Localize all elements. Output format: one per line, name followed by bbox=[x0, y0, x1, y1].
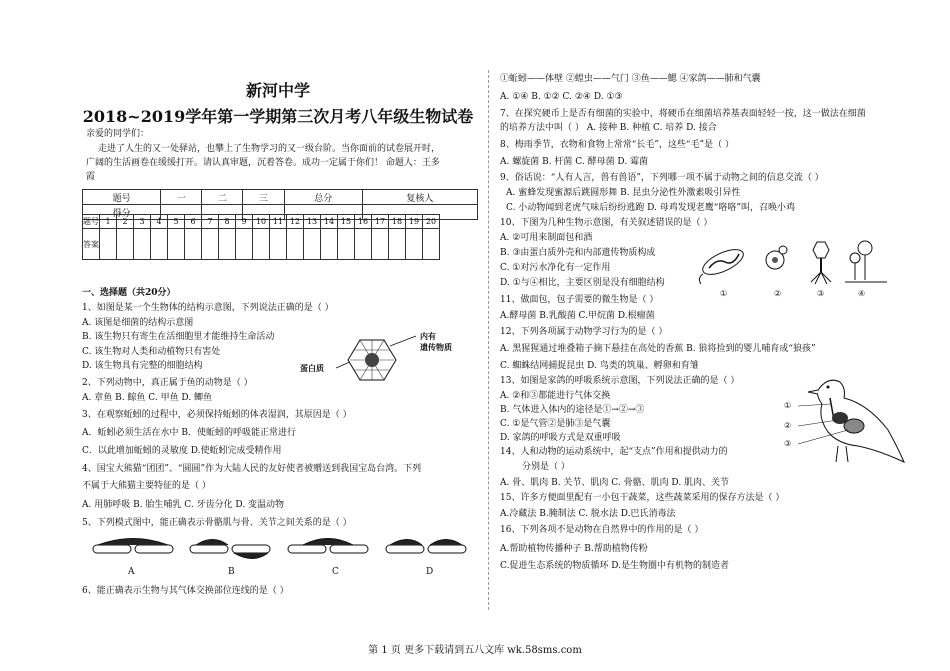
score-header: 二 bbox=[202, 190, 243, 205]
option-text: A. 黑猩猩通过堆叠箱子摘下悬挂在高处的香蕉 B. 狼将捡到的婴儿哺育成“狼孩” bbox=[500, 344, 816, 354]
question-text: 3、在观察蚯蚓的过程中，必须保持蚯蚓的体表湿润，其原因是（ ） bbox=[82, 410, 352, 420]
answer-row-label: 答案 bbox=[83, 229, 100, 260]
answer-number: 17 bbox=[372, 215, 389, 229]
score-row-label: 得分 bbox=[83, 205, 161, 220]
answer-number: 2 bbox=[117, 215, 134, 229]
column-divider bbox=[488, 70, 489, 610]
answer-cell[interactable] bbox=[151, 229, 168, 260]
answer-cell[interactable] bbox=[287, 229, 304, 260]
answer-cell[interactable] bbox=[168, 229, 185, 260]
answer-table bbox=[82, 214, 440, 260]
option-text: C.促进生态系统的物质循环 D.是生物圈中有机物的制造者 bbox=[500, 561, 730, 571]
answer-number: 5 bbox=[168, 215, 185, 229]
answer-cell[interactable] bbox=[134, 229, 151, 260]
bacterium-figure bbox=[699, 245, 746, 284]
option-text: 的培养方法中叫（ ） A. 接种 B. 种植 C. 培养 D. 接合 bbox=[500, 123, 717, 133]
question-text: 1、如图是某一个生物体的结构示意图，下列说法正确的是（ ） bbox=[82, 303, 334, 313]
intro-line-1: 走进了人生的又一处驿站，也攀上了生物学习的又一级台阶。当你面前的试卷展开时， bbox=[98, 144, 441, 154]
option-text: C. 该生物对人类和动植物只有害处 bbox=[82, 347, 221, 357]
question-text: 12、下列各项属于动物学习行为的是（ ） bbox=[500, 327, 668, 337]
question-text: 14、人和动物的运动系统中，起“支点”作用和提供动力的 bbox=[500, 447, 728, 457]
question-text: 11、做面包，包子需要的微生物是（ ） bbox=[500, 295, 659, 305]
fig13-label-1: ① bbox=[784, 401, 792, 410]
option-text: A.酵母菌 B.乳酸菌 C.甲烷菌 D.根瘤菌 bbox=[500, 311, 655, 321]
answer-number: 14 bbox=[321, 215, 338, 229]
virus-figure bbox=[811, 242, 831, 284]
answer-number: 15 bbox=[338, 215, 355, 229]
fig1-label-inner: 内有 bbox=[420, 331, 436, 341]
score-header: 三 bbox=[243, 190, 284, 205]
answer-number: 12 bbox=[287, 215, 304, 229]
option-text: B. 该生物只有寄生在活细胞里才能维持生命活动 bbox=[82, 332, 275, 342]
score-header: 总分 bbox=[284, 190, 362, 205]
virus-diagram bbox=[328, 326, 478, 386]
fig5-label-d: D bbox=[426, 567, 434, 577]
answer-number: 11 bbox=[270, 215, 287, 229]
question-text: 2、下列动物中，真正属于鱼的动物是（ ） bbox=[82, 378, 253, 388]
fig13-label-2: ② bbox=[784, 421, 792, 430]
diagram-b bbox=[190, 540, 270, 559]
diagram-d bbox=[386, 540, 466, 554]
intro-line-2: 广阔的生活画卷在缓缓打开。请认真审题，沉着答卷。成功一定属于你们！ 命题人：王多 bbox=[86, 158, 440, 168]
answer-number: 18 bbox=[389, 215, 406, 229]
question-text: 13、如图是家鸽的呼吸系统示意图，下列说法正确的是（ ） bbox=[500, 376, 740, 386]
intro-line-3: 霞 bbox=[86, 172, 96, 182]
fig10-label-4: ④ bbox=[858, 289, 866, 298]
answer-cell[interactable] bbox=[355, 229, 372, 260]
question-text: 分别是（ ） bbox=[522, 462, 570, 472]
score-header: 复核人 bbox=[362, 190, 477, 205]
answer-number: 10 bbox=[253, 215, 270, 229]
option-text: A. ②可用来制面包和酒 bbox=[500, 233, 593, 243]
answer-cell[interactable] bbox=[236, 229, 253, 260]
answer-number: 3 bbox=[134, 215, 151, 229]
yeast-figure bbox=[766, 246, 787, 269]
question-text: 8、梅雨季节，衣物和食物上常常“长毛”，这些“毛”是（ ） bbox=[500, 140, 734, 150]
answer-number: 1 bbox=[100, 215, 117, 229]
option-text: D. ①与④相比，主要区别是没有细胞结构 bbox=[500, 278, 665, 288]
fig1-label-genetic: 遗传物质 bbox=[420, 342, 452, 352]
answer-number: 7 bbox=[202, 215, 219, 229]
fig1-label-protein: 蛋白质 bbox=[300, 363, 324, 373]
answer-number: 6 bbox=[185, 215, 202, 229]
option-text: A. ①④ B. ①② C. ②④ D. ①③ bbox=[500, 92, 623, 102]
question-text: 16、下列各项不是动物在自然界中的作用的是（ ） bbox=[500, 525, 704, 535]
option-text: C．以此增加蚯蚓的灵敏度 D.使蚯蚓完成受精作用 bbox=[82, 446, 282, 456]
option-text: C. 蜘蛛结网捕捉昆虫 D. 鸟类的筑巢、孵卵和育雏 bbox=[500, 361, 699, 371]
fig10-label-2: ② bbox=[774, 289, 782, 298]
diagram-a bbox=[93, 539, 173, 554]
fig13-label-3: ③ bbox=[784, 439, 792, 448]
answer-cell[interactable] bbox=[338, 229, 355, 260]
answer-cell[interactable] bbox=[372, 229, 389, 260]
option-text: A.冷藏法 B.腌制法 C. 脱水法 D.巴氏消毒法 bbox=[500, 509, 676, 519]
question-text: 不属于大熊猫主要特征的是（ ） bbox=[82, 481, 211, 491]
option-text: A．蚯蚓必须生活在水中 B．使蚯蚓的呼吸能正常进行 bbox=[82, 428, 296, 438]
answer-cell[interactable] bbox=[202, 229, 219, 260]
answer-number: 9 bbox=[236, 215, 253, 229]
option-text: A. 用肺呼吸 B. 胎生哺乳 C. 牙齿分化 D. 变温动物 bbox=[82, 500, 285, 510]
score-header: 一 bbox=[161, 190, 202, 205]
exam-title: 2018~2019学年第一学期第三次月考八年级生物试卷 bbox=[82, 107, 474, 126]
muscle-bone-diagrams bbox=[88, 534, 468, 564]
genetic-material bbox=[365, 353, 379, 367]
question-text: 6、能正确表示生物与其气体交换部位连线的是（ ） bbox=[82, 586, 289, 596]
answer-number: 8 bbox=[219, 215, 236, 229]
answer-number: 19 bbox=[406, 215, 423, 229]
question-text: 15、许多方便面里配有一小包干蔬菜，这些蔬菜采用的保存方法是（ ） bbox=[500, 493, 785, 503]
fig5-label-b: B bbox=[228, 567, 235, 577]
option-text: C. 小动物闻到老虎气味后纷纷逃跑 D. 母鸡发现老鹰“咯咯”叫，召唤小鸡 bbox=[506, 203, 795, 213]
answer-row-label: 题号 bbox=[83, 215, 100, 229]
option-text: C. ①对污水净化有一定作用 bbox=[500, 263, 611, 273]
question-text: 10、下图为几种生物示意图，有关叙述错误的是（ ） bbox=[500, 218, 713, 228]
fig10-label-1: ① bbox=[720, 289, 728, 298]
diagram-c bbox=[288, 539, 368, 554]
answer-cell[interactable] bbox=[219, 229, 236, 260]
score-header: 题号 bbox=[83, 190, 161, 205]
option-text: A. 章鱼 B. 鲸鱼 C. 甲鱼 D. 鲫鱼 bbox=[82, 393, 213, 403]
option-text: C. ①是气管②是肺③是气囊 bbox=[500, 419, 611, 429]
answer-cell[interactable] bbox=[270, 229, 287, 260]
question-text: 9、俗话说：“人有人言，兽有兽语”，下列哪一项不属于动物之间的信息交流（ ） bbox=[500, 173, 824, 183]
question-text: 5、下列模式图中，能正确表示骨骼肌与骨、关节之间关系的是（ ） bbox=[82, 518, 352, 528]
mold-figure bbox=[845, 241, 887, 282]
option-text: A. 该图是细菌的结构示意图 bbox=[82, 318, 194, 328]
option-text: B. ③由蛋白质外壳和内部遗传物质构成 bbox=[500, 248, 656, 258]
school-name: 新河中学 bbox=[245, 81, 310, 100]
option-text: D. 家鸽的呼吸方式是双重呼吸 bbox=[500, 433, 621, 443]
fig5-label-a: A bbox=[128, 567, 135, 577]
question-text: 7、在探究硬币上是否有细菌的实验中，将硬币在细菌培养基表面轻轻一按，这一做法在细菌 bbox=[500, 109, 866, 119]
answer-cell[interactable] bbox=[304, 229, 321, 260]
answer-number: 4 bbox=[151, 215, 168, 229]
option-text: D. 该生物具有完整的细胞结构 bbox=[82, 361, 203, 371]
answer-number: 13 bbox=[304, 215, 321, 229]
pigeon-respiratory-diagram bbox=[788, 370, 908, 470]
question-text: ①蚯蚓——体壁 ②蝗虫——气门 ③鱼——鳃 ④家鸽——肺和气囊 bbox=[500, 74, 761, 84]
answer-number: 20 bbox=[423, 215, 440, 229]
intro-greeting: 亲爱的同学们： bbox=[86, 129, 150, 139]
answer-number: 16 bbox=[355, 215, 372, 229]
answer-cell[interactable] bbox=[253, 229, 270, 260]
page-footer: 第 1 页 更多下载请到五八文库 wk.58sms.com bbox=[368, 645, 582, 656]
option-text: A. 骨、肌肉 B. 关节、肌肉 C. 骨骼、肌肉 D. 肌肉、关节 bbox=[500, 478, 730, 488]
answer-cell[interactable] bbox=[117, 229, 134, 260]
option-text: A. 螺旋菌 B. 杆菌 C. 酵母菌 D. 霉菌 bbox=[500, 157, 649, 167]
section-1-title: 一、选择题（共20分） bbox=[82, 288, 176, 298]
question-text: 4、国宝大熊猫“团团”、“圆圆”作为大陆人民的友好使者被赠送到我国宝岛台湾。下列 bbox=[82, 464, 422, 474]
answer-cell[interactable] bbox=[423, 229, 440, 260]
answer-cell[interactable] bbox=[406, 229, 423, 260]
option-text: A.帮助植物传播种子 B.帮助植物传粉 bbox=[500, 544, 648, 554]
option-text: A. 蜜蜂发现蜜源后跳圆形舞 B. 昆虫分泌性外激素吸引异性 bbox=[506, 188, 741, 198]
fig5-label-c: C bbox=[332, 567, 339, 577]
fig10-label-3: ③ bbox=[817, 289, 825, 298]
organism-diagrams bbox=[695, 238, 895, 288]
answer-cell[interactable] bbox=[389, 229, 406, 260]
option-text: B. 气体进入体内的途径是①→②→③ bbox=[500, 405, 645, 415]
option-text: A. ②和③都能进行气体交换 bbox=[500, 391, 611, 401]
answer-cell[interactable] bbox=[321, 229, 338, 260]
answer-cell[interactable] bbox=[100, 229, 117, 260]
answer-cell[interactable] bbox=[185, 229, 202, 260]
